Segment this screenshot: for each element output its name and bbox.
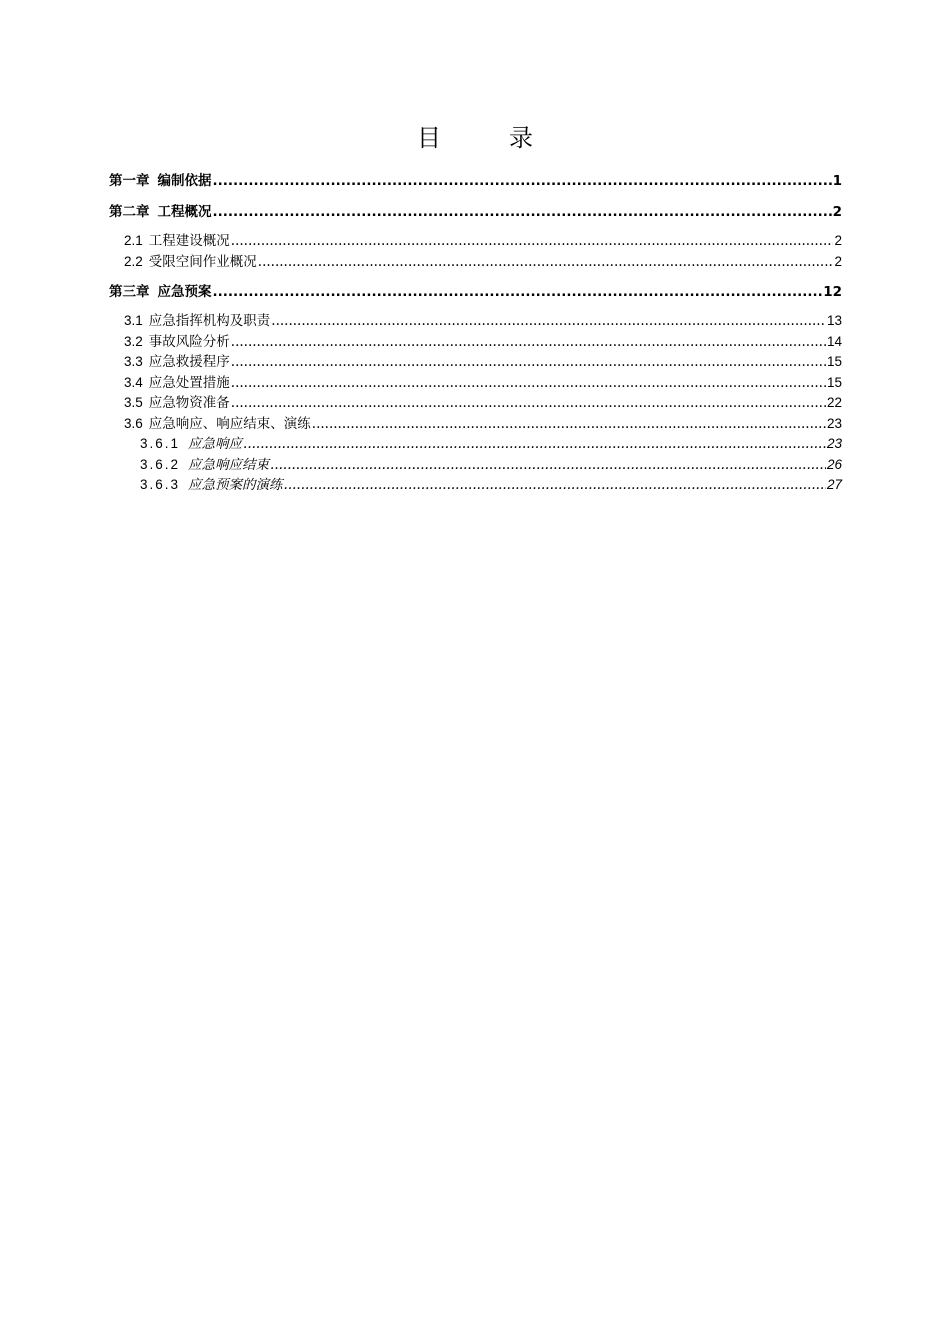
toc-entry-label: 应急响应结束 bbox=[188, 456, 270, 473]
toc-leader-dots bbox=[231, 393, 826, 414]
toc-entry-number: 第一章 bbox=[109, 173, 150, 189]
toc-entry-page: 13 bbox=[826, 313, 842, 328]
toc-entry-number: 3.6.2 bbox=[140, 456, 181, 472]
toc-entry-page: 26 bbox=[826, 456, 842, 472]
toc-entry-number: 2.2 bbox=[124, 253, 143, 269]
toc-entry-page: 27 bbox=[826, 477, 842, 492]
toc-entry-chapter-3[interactable] bbox=[109, 281, 842, 303]
toc-entry-label: 应急预案的演练 bbox=[188, 477, 283, 493]
toc-title: 目 录 bbox=[417, 124, 555, 152]
toc-leader-dots bbox=[231, 332, 826, 353]
toc-leader-dots bbox=[243, 434, 826, 455]
toc-entry-page: 2 bbox=[832, 204, 842, 220]
toc-entry-label: 编制依据 bbox=[157, 173, 212, 189]
toc-entry-number: 第三章 bbox=[109, 284, 150, 300]
toc-entry-page: 2 bbox=[834, 233, 842, 248]
toc-leader-dots bbox=[270, 455, 826, 476]
toc-entry-label: 应急处置措施 bbox=[148, 374, 230, 391]
table-of-contents bbox=[109, 170, 842, 496]
toc-entry-number: 3.4 bbox=[124, 374, 143, 390]
toc-leader-dots bbox=[213, 170, 832, 192]
toc-entry-page: 23 bbox=[826, 436, 842, 451]
toc-entry-chapter-1[interactable] bbox=[109, 170, 842, 192]
toc-entry-label: 应急响应、响应结束、演练 bbox=[148, 415, 311, 432]
toc-entry-chapter-2[interactable] bbox=[109, 201, 842, 223]
toc-entry-label: 应急预案 bbox=[157, 284, 212, 300]
toc-entry-page: 22 bbox=[826, 395, 842, 410]
toc-entry-3-3[interactable] bbox=[109, 352, 842, 373]
toc-entry-page: 12 bbox=[823, 284, 842, 300]
toc-entry-3-6-1[interactable] bbox=[109, 434, 842, 455]
toc-entry-page: 1 bbox=[832, 173, 842, 189]
toc-entry-page: 14 bbox=[826, 333, 842, 349]
toc-entry-number: 3.3 bbox=[124, 354, 143, 369]
toc-entry-3-6[interactable] bbox=[109, 414, 842, 435]
toc-entry-3-6-3[interactable] bbox=[109, 475, 842, 496]
toc-entry-label: 应急物资准备 bbox=[148, 395, 230, 411]
toc-entry-number: 3.6 bbox=[124, 415, 143, 431]
toc-entry-page: 2 bbox=[834, 253, 842, 269]
toc-entry-2-1[interactable] bbox=[109, 231, 842, 252]
toc-leader-dots bbox=[258, 252, 834, 273]
toc-leader-dots bbox=[213, 281, 823, 303]
toc-entry-page: 15 bbox=[826, 374, 842, 390]
toc-entry-number: 2.1 bbox=[124, 233, 143, 248]
toc-entry-label: 应急救援程序 bbox=[148, 354, 230, 370]
toc-entry-label: 应急响应 bbox=[188, 436, 243, 452]
toc-entry-label: 受限空间作业概况 bbox=[148, 253, 257, 270]
toc-entry-3-1[interactable] bbox=[109, 311, 842, 332]
toc-entry-3-6-2[interactable] bbox=[109, 455, 842, 476]
toc-entry-number: 3.5 bbox=[124, 395, 143, 410]
toc-entry-3-2[interactable] bbox=[109, 332, 842, 353]
toc-entry-number: 3.6.1 bbox=[140, 436, 181, 451]
toc-entry-2-2[interactable] bbox=[109, 252, 842, 273]
toc-entry-label: 工程概况 bbox=[157, 204, 212, 220]
toc-entry-page: 23 bbox=[826, 415, 842, 431]
toc-leader-dots bbox=[213, 201, 832, 223]
toc-entry-number: 3.1 bbox=[124, 313, 143, 328]
toc-entry-number: 3.6.3 bbox=[140, 477, 181, 492]
toc-leader-dots bbox=[284, 475, 826, 496]
toc-entry-number: 第二章 bbox=[109, 204, 150, 220]
toc-entry-label: 应急指挥机构及职责 bbox=[148, 313, 271, 329]
toc-leader-dots bbox=[271, 311, 826, 332]
toc-leader-dots bbox=[231, 352, 826, 373]
toc-entry-label: 工程建设概况 bbox=[148, 233, 230, 249]
toc-entry-number: 3.2 bbox=[124, 333, 143, 349]
toc-leader-dots bbox=[231, 373, 826, 394]
toc-entry-3-4[interactable] bbox=[109, 373, 842, 394]
toc-leader-dots bbox=[312, 414, 826, 435]
toc-entry-label: 事故风险分析 bbox=[148, 333, 230, 350]
toc-entry-3-5[interactable] bbox=[109, 393, 842, 414]
toc-leader-dots bbox=[231, 231, 834, 252]
toc-entry-page: 15 bbox=[826, 354, 842, 369]
